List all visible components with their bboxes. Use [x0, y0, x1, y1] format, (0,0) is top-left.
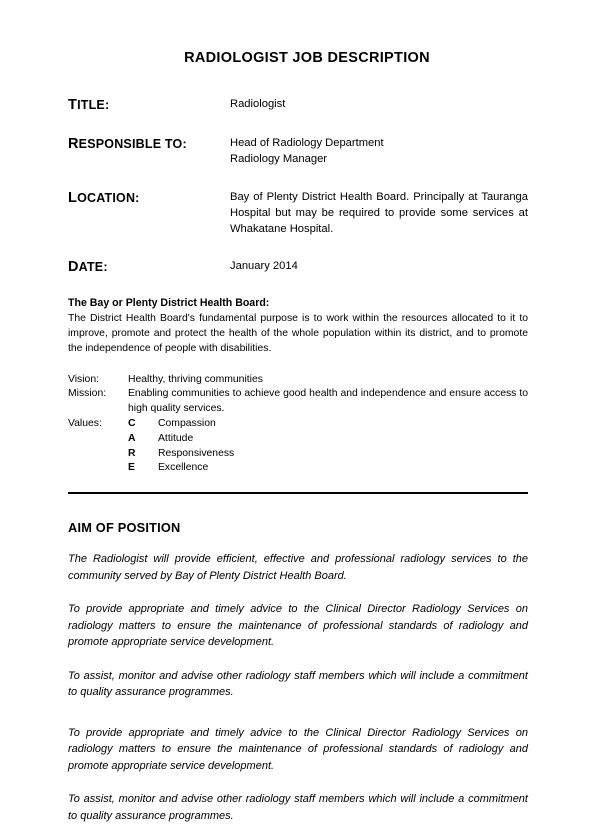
field-row-date: [68, 258, 528, 276]
page-title: RADIOLOGIST JOB DESCRIPTION: [184, 50, 430, 66]
vision-value: Healthy, thriving communities: [128, 373, 263, 385]
aim-paragraph-4: To provide appropriate and timely advice to the Clinical Director Radiology Services on radiology matters to ensure the maintenance of professional standards of radiology and promote appropriate service development.: [68, 726, 528, 772]
aim-paragraph-3: To assist, monitor and advise other radiology staff members which will include a commitment to quality assurance programmes.: [68, 669, 528, 699]
field-label-responsible-to: [68, 135, 230, 153]
field-label-location-rest: OCATION:: [77, 190, 140, 205]
vision-label: Vision:: [68, 373, 99, 385]
aim-paragraph-1: The Radiologist will provide efficient, effective and professional radiology services to the community served by Bay of Plenty District Health Board.: [68, 553, 528, 582]
value-item: [128, 432, 528, 447]
mission-row: [68, 387, 528, 417]
field-value-responsible-to-line-1: Head of Radiology Department: [230, 137, 384, 150]
field-row-location: [68, 189, 528, 238]
mission-value: Enabling communities to achieve good health and independence and ensure access to high quality services.: [128, 388, 528, 415]
values-list: [128, 417, 528, 476]
field-value-date: January 2014: [230, 260, 298, 273]
field-value-title-line-1: Radiologist: [230, 98, 286, 110]
mission-label: Mission:: [68, 388, 107, 400]
value-item: [128, 447, 528, 462]
board-purpose-heading: The Bay or Plenty District Health Board:: [68, 297, 270, 310]
field-label-date: [68, 258, 230, 276]
section-divider: [68, 492, 528, 494]
field-row-title: [68, 96, 528, 114]
value-letter-e: E: [128, 462, 135, 474]
value-word-responsiveness: Responsiveness: [158, 447, 235, 459]
field-row-responsible-to: [68, 135, 528, 167]
value-letter-c: C: [128, 418, 136, 430]
board-purpose-block: [68, 297, 528, 356]
aim-paragraph-2: To provide appropriate and timely advice to the Clinical Director Radiology Services on radiology matters to ensure the maintenance of professional standards of radiology and promote appropriate service development.: [68, 603, 528, 649]
value-word-excellence: Excellence: [158, 462, 209, 474]
field-label-location-capital: L: [68, 189, 78, 206]
vision-row: [68, 373, 528, 388]
value-letter-a: A: [128, 432, 136, 444]
field-label-responsible-to-capital: R: [68, 136, 79, 153]
field-label-date-rest: ATE:: [78, 260, 108, 275]
value-item: [128, 461, 528, 476]
value-word-attitude: Attitude: [158, 432, 194, 444]
values-label: Values:: [68, 418, 102, 430]
field-label-location: [68, 189, 230, 207]
section-heading-aim-of-position: AIM OF POSITION: [68, 520, 181, 536]
board-purpose-text: The District Health Board's fundamental purpose is to work within the resources allocated to it to improve, promote and protect the health of the whole population within its district, and to promote the independence of people with disabilities.: [68, 313, 528, 354]
field-label-date-capital: D: [68, 259, 79, 276]
vision-mission-values: [68, 373, 528, 476]
field-label-title-capital: T: [68, 97, 78, 113]
field-label-title: [68, 96, 230, 114]
value-letter-r: R: [128, 447, 136, 459]
values-row: [68, 417, 528, 476]
field-value-responsible-to-line-2: Radiology Manager: [230, 153, 328, 166]
value-item: [128, 417, 528, 432]
field-label-responsible-to-rest: ESPONSIBLE TO:: [78, 137, 187, 152]
field-value-title: [230, 96, 528, 112]
field-value-location: Bay of Plenty District Health Board. Principally at Tauranga Hospital but may be required to provide some services at Whakatane Hospital.: [230, 190, 528, 236]
field-value-responsible-to: [230, 135, 528, 167]
value-word-compassion: Compassion: [158, 418, 216, 430]
aim-paragraph-5: To assist, monitor and advise other radiology staff members which will include a commitment to quality assurance programmes.: [68, 793, 528, 822]
field-label-title-rest: ITLE:: [77, 98, 110, 112]
